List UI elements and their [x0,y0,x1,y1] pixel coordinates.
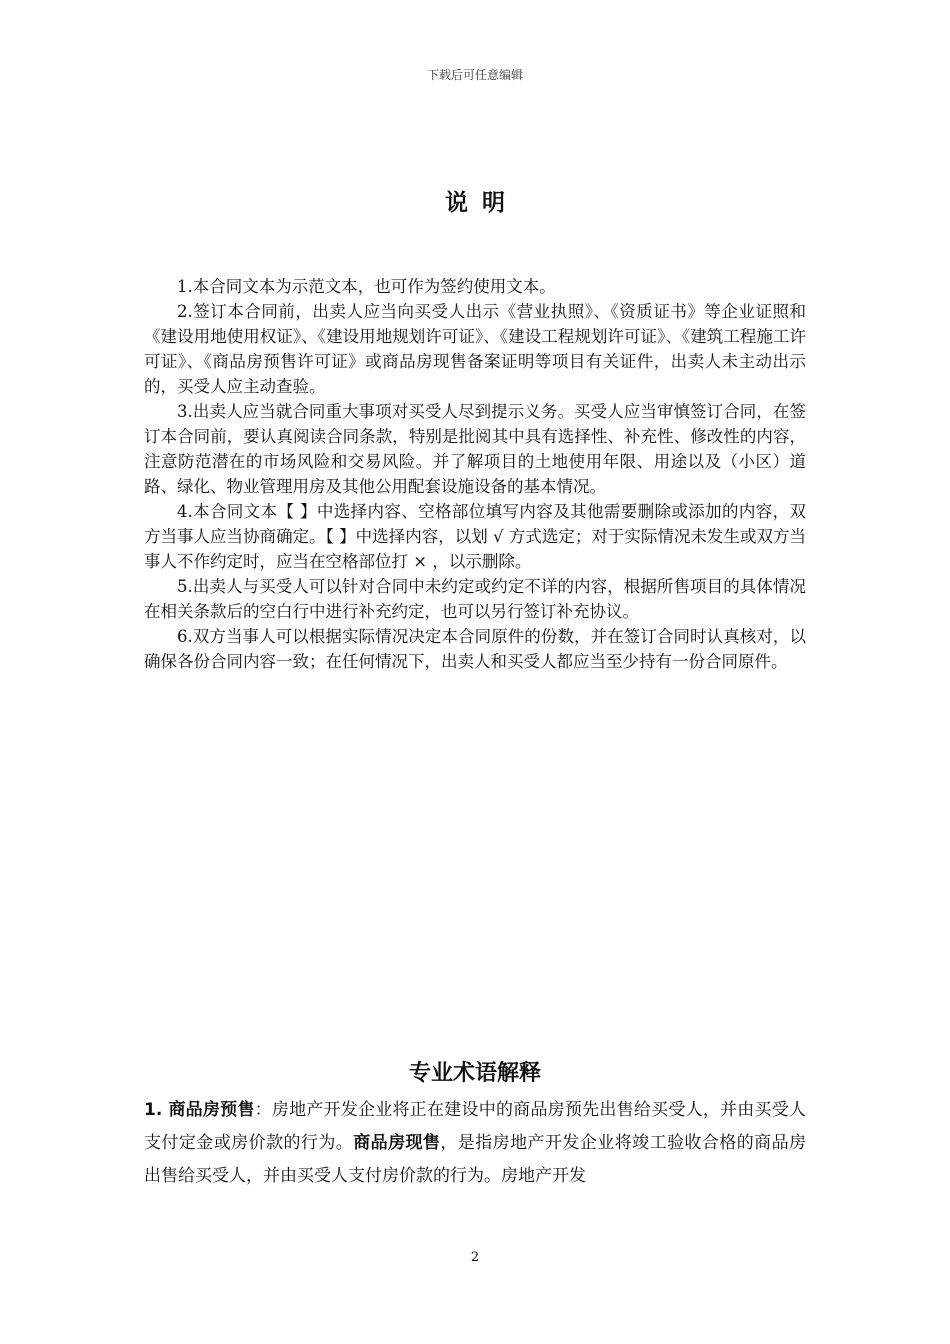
note-item: 6.双方当事人可以根据实际情况决定本合同原件的份数，并在签订合同时认真核对，以确保各份合同内容一致；在任何情况下，出卖人和买受人都应当至少持有一份合同原件。 [144,627,806,671]
notes-section [144,274,806,674]
glossary-text-spot-sale: ，是指房地产开发企业将竣工验收合格的商品房出售给买受人，并由买受人支付房价款的行为。房地产开发 [144,1133,807,1186]
note-item: 5.出卖人与买受人可以针对合同中未约定或约定不详的内容，根据所售项目的具体情况在相关条款后的空白行中进行补充约定，也可以另行签订补充协议。 [144,577,806,621]
glossary-separator: ： [254,1100,272,1120]
note-item: 2.签订本合同前，出卖人应当向买受人出示《营业执照》、《资质证书》等企业证照和《建设用地使用权证》、《建设用地规划许可证》、《建设工程规划许可证》、《建筑工程施工许可证》、《商品房预售许可证》或商品房现售备案证明等项目有关证件，出卖人未主动出示的，买受人应主动查验。 [144,302,806,396]
note-item: 1.本合同文本为示范文本，也可作为签约使用文本。 [177,277,556,296]
glossary-text-presale: 房地产开发企业将正在建设中的商品房预先出售给买受人，并由买受人支付定金或房价款的行为。 [144,1100,807,1153]
glossary-term-spot-sale: 商品房现售 [353,1133,441,1153]
glossary-term-presale: 1. 商品房预售 [144,1100,255,1120]
note-item: 4.本合同文本【 】中选择内容、空格部位填写内容及其他需要删除或添加的内容，双方当事人应当协商确定。【 】中选择内容，以划 √ 方式选定；对于实际情况未发生或双方当事人不作约定时，应当在空格部位打 × ，以示删除。 [144,502,806,571]
glossary-title: 专业术语解释 [408,1061,541,1086]
page-number: 2 [470,1250,480,1265]
glossary-paragraph [144,1094,806,1193]
note-item: 3.出卖人应当就合同重大事项对买受人尽到提示义务。买受人应当审慎签订合同，在签订本合同前，要认真阅读合同条款，特别是批阅其中具有选择性、补充性、修改性的内容，注意防范潜在的市场风险和交易风险。并了解项目的土地使用年限、用途以及（小区）道路、绿化、物业管理用房及其他公用配套设施设备的基本情况。 [144,402,806,496]
header-note: 下载后可任意编辑 [426,68,523,82]
page-title: 说明 [445,190,519,216]
